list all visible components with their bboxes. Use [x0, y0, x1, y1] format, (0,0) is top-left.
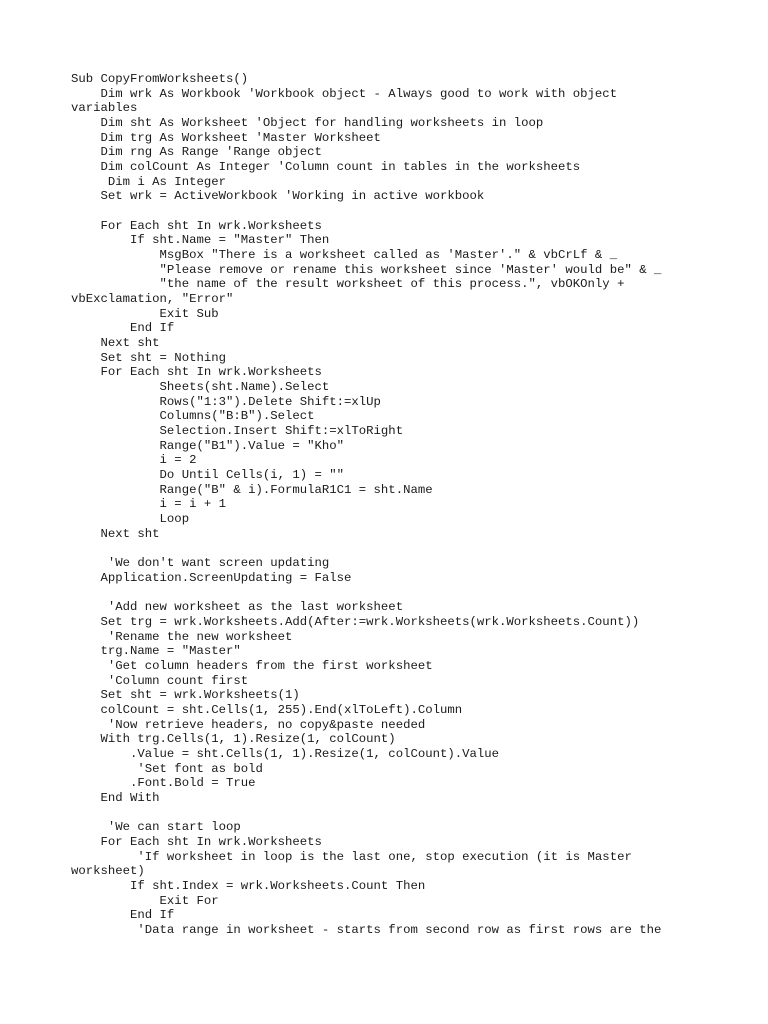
code-line: worksheet) — [71, 864, 145, 879]
code-line: Set wrk = ActiveWorkbook 'Working in active workbook — [71, 189, 485, 204]
code-line: Application.ScreenUpdating = False — [71, 570, 352, 585]
code-line: Set sht = Nothing — [71, 350, 226, 365]
code-line: vbExclamation, "Error" — [71, 292, 234, 307]
vba-code-block — [71, 72, 711, 938]
code-line: End If — [71, 908, 175, 923]
code-line: Dim wrk As Workbook 'Workbook object - Always good to work with object — [71, 86, 618, 101]
code-line: Sub CopyFromWorksheets() — [71, 72, 249, 86]
code-line: Dim trg As Worksheet 'Master Worksheet — [71, 130, 381, 145]
code-line: 'Get column headers from the first worksheet — [71, 658, 433, 673]
code-line: Range("B" & i).FormulaR1C1 = sht.Name — [71, 482, 433, 497]
code-line: 'If worksheet in loop is the last one, stop execution (it is Master — [71, 849, 632, 864]
code-line: Dim i As Integer — [71, 174, 226, 189]
code-line: trg.Name = "Master" — [71, 644, 241, 659]
code-line: End If — [71, 321, 175, 336]
code-line: Selection.Insert Shift:=xlToRight — [71, 424, 404, 439]
code-line: "Please remove or rename this worksheet since 'Master' would be" & _ — [71, 262, 662, 277]
code-line: Range("B1").Value = "Kho" — [71, 438, 345, 453]
code-line: Loop — [71, 512, 190, 527]
code-line — [71, 542, 711, 557]
code-line: 'Data range in worksheet - starts from second row as first rows are the — [71, 922, 662, 937]
code-line: For Each sht In wrk.Worksheets — [71, 834, 322, 849]
code-line — [71, 586, 711, 601]
code-line: 'We can start loop — [71, 820, 241, 835]
code-line: MsgBox "There is a worksheet called as 'Master'." & vbCrLf & _ — [71, 248, 618, 263]
code-line — [71, 204, 711, 219]
code-line: i = 2 — [71, 453, 197, 468]
code-line: If sht.Index = wrk.Worksheets.Count Then — [71, 878, 426, 893]
code-line: 'Rename the new worksheet — [71, 629, 293, 644]
code-line: For Each sht In wrk.Worksheets — [71, 365, 322, 380]
code-line — [71, 806, 711, 821]
code-line: variables — [71, 101, 138, 116]
code-line: Dim rng As Range 'Range object — [71, 145, 322, 160]
code-line: Exit For — [71, 893, 219, 908]
code-line: Next sht — [71, 526, 160, 541]
code-line: Set sht = wrk.Worksheets(1) — [71, 688, 300, 703]
code-line: Do Until Cells(i, 1) = "" — [71, 468, 345, 483]
code-line: For Each sht In wrk.Worksheets — [71, 218, 322, 233]
code-line: If sht.Name = "Master" Then — [71, 233, 330, 248]
code-line: 'Set font as bold — [71, 761, 263, 776]
code-line: Columns("B:B").Select — [71, 409, 315, 424]
code-line: Set trg = wrk.Worksheets.Add(After:=wrk.Worksheets(wrk.Worksheets.Count)) — [71, 614, 640, 629]
code-line: Dim colCount As Integer 'Column count in tables in the worksheets — [71, 160, 581, 175]
code-line: End With — [71, 790, 160, 805]
code-line: .Value = sht.Cells(1, 1).Resize(1, colCount).Value — [71, 746, 500, 761]
code-line: colCount = sht.Cells(1, 255).End(xlToLeft).Column — [71, 702, 463, 717]
code-line: 'Now retrieve headers, no copy&paste needed — [71, 717, 426, 732]
code-line: Sheets(sht.Name).Select — [71, 380, 330, 395]
code-line: i = i + 1 — [71, 497, 226, 512]
code-line: Dim sht As Worksheet 'Object for handling worksheets in loop — [71, 116, 544, 131]
code-line: Next sht — [71, 336, 160, 351]
code-line: 'Column count first — [71, 673, 249, 688]
code-line: Exit Sub — [71, 306, 219, 321]
code-line: With trg.Cells(1, 1).Resize(1, colCount) — [71, 732, 396, 747]
code-line: 'Add new worksheet as the last worksheet — [71, 600, 404, 615]
code-line: Rows("1:3").Delete Shift:=xlUp — [71, 394, 381, 409]
code-line: .Font.Bold = True — [71, 776, 256, 791]
code-line: "the name of the result worksheet of this process.", vbOKOnly + — [71, 277, 625, 292]
code-line: 'We don't want screen updating — [71, 556, 330, 571]
